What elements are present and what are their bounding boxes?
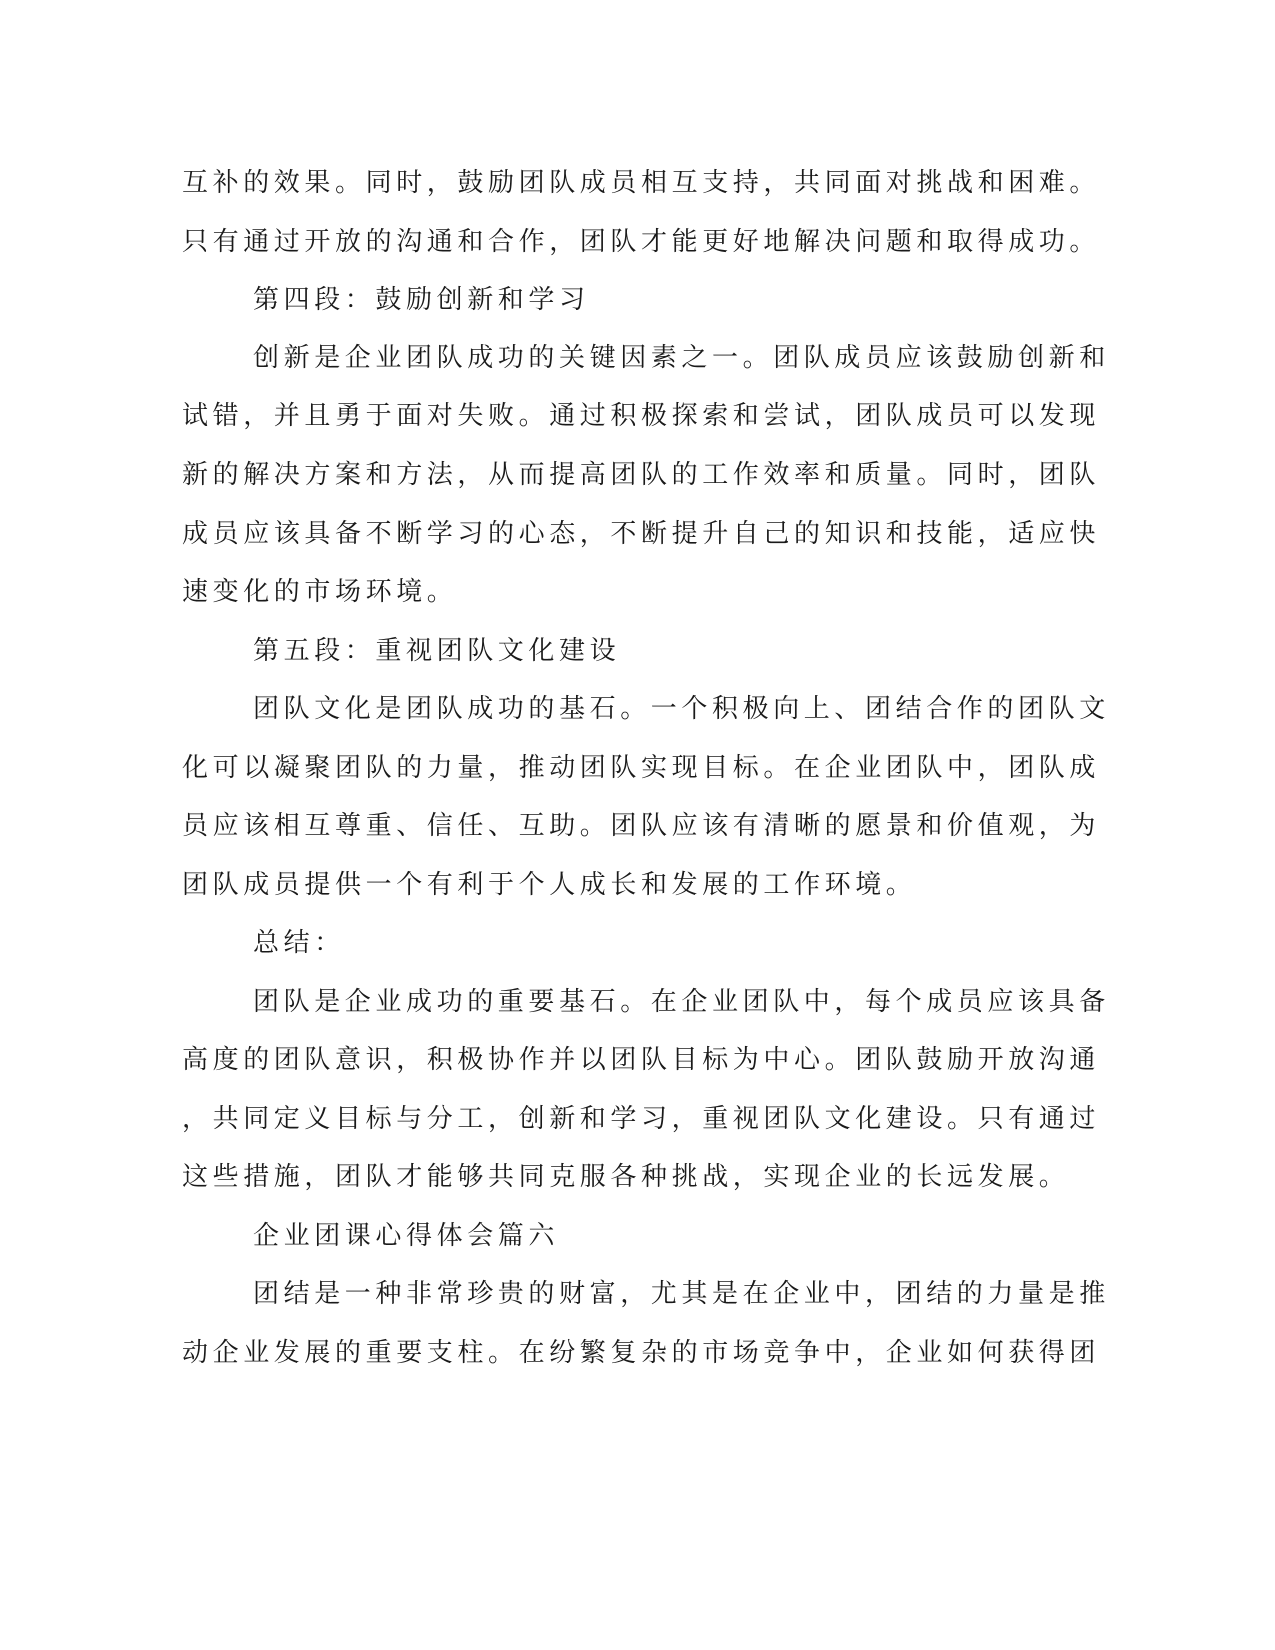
text-line: 只有通过开放的沟通和合作，团队才能更好地解决问题和取得成功。: [182, 227, 1101, 257]
text-line: 成员应该具备不断学习的心态，不断提升自己的知识和技能，适应快: [182, 519, 1101, 549]
text-line: 员应该相互尊重、信任、互助。团队应该有清晰的愿景和价值观，为: [182, 811, 1101, 841]
section-heading-5: 第五段：重视团队文化建设: [253, 636, 621, 666]
text-line: 试错，并且勇于面对失败。通过积极探索和尝试，团队成员可以发现: [182, 401, 1101, 431]
text-line: 创新是企业团队成功的关键因素之一。团队成员应该鼓励创新和: [253, 343, 1110, 373]
article-title: 企业团课心得体会篇六: [253, 1221, 560, 1251]
text-line: ，共同定义目标与分工，创新和学习，重视团队文化建设。只有通过: [182, 1104, 1101, 1134]
text-line: 团队文化是团队成功的基石。一个积极向上、团结合作的团队文: [253, 694, 1110, 724]
text-line: 这些措施，团队才能够共同克服各种挑战，实现企业的长远发展。: [182, 1162, 1070, 1192]
text-line: 化可以凝聚团队的力量，推动团队实现目标。在企业团队中，团队成: [182, 753, 1101, 783]
text-line: 团队成员提供一个有利于个人成长和发展的工作环境。: [182, 870, 917, 900]
section-heading-4: 第四段：鼓励创新和学习: [253, 285, 590, 315]
text-line: 动企业发展的重要支柱。在纷繁复杂的市场竞争中，企业如何获得团: [182, 1338, 1101, 1368]
text-line: 高度的团队意识，积极协作并以团队目标为中心。团队鼓励开放沟通: [182, 1045, 1101, 1075]
text-line: 团队是企业成功的重要基石。在企业团队中，每个成员应该具备: [253, 987, 1110, 1017]
text-line: 互补的效果。同时，鼓励团队成员相互支持，共同面对挑战和困难。: [182, 168, 1101, 198]
text-line: 速变化的市场环境。: [182, 577, 458, 607]
text-line: 新的解决方案和方法，从而提高团队的工作效率和质量。同时，团队: [182, 460, 1101, 490]
text-line: 团结是一种非常珍贵的财富，尤其是在企业中，团结的力量是推: [253, 1279, 1110, 1309]
summary-heading: 总结：: [253, 928, 345, 958]
